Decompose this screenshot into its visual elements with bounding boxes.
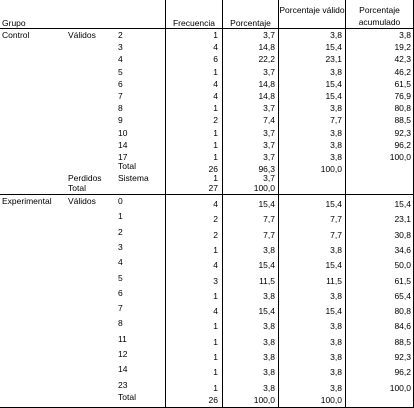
percent-cell: 3,8: [263, 352, 275, 362]
cumulative-percent-cell: 19,2: [394, 42, 411, 53]
value-label: 11: [118, 333, 127, 344]
value-label: 4: [118, 54, 123, 65]
value-label: 5: [118, 272, 123, 283]
valid-percent-cell: 11,5: [326, 275, 342, 286]
cumulative-percent-cell: 100,0: [389, 382, 411, 393]
value-label: 3: [118, 42, 123, 53]
frequency-cell: 1: [213, 352, 218, 362]
value-label: Total: [118, 161, 136, 172]
cumulative-percent-cell: 50,0: [394, 260, 411, 271]
cumulative-percent-cell: 46,2: [394, 66, 411, 77]
frequency-cell: 1: [213, 321, 218, 332]
valid-percent-cell: 3,8: [330, 367, 342, 378]
cumulative-percent-cell: 34,6: [394, 244, 411, 255]
header-rule: [0, 28, 414, 29]
percent-cell: 3,8: [263, 290, 275, 301]
valid-percent-column-header: Porcentaje válido: [279, 5, 345, 15]
block-label: Total: [68, 183, 86, 194]
valid-percent-cell: 15,4: [325, 42, 342, 53]
percent-cell: 3,7: [263, 30, 275, 40]
percent-cell: 3,7: [263, 127, 275, 138]
group-label: Control: [2, 30, 30, 40]
group-label: Experimental: [2, 196, 52, 206]
block-label: Perdidos: [68, 173, 102, 184]
percent-cell: 15,4: [258, 260, 275, 271]
frequency-cell: 26: [208, 164, 218, 175]
frequency-cell: 6: [213, 54, 218, 65]
group-column-header: Grupo: [2, 18, 26, 28]
percent-cell: 14,8: [258, 42, 275, 53]
value-label: 2: [118, 226, 123, 237]
cumulative-percent-cell: 96,2: [394, 139, 411, 150]
valid-percent-cell: 15,4: [325, 260, 342, 271]
frequency-cell: 1: [213, 336, 218, 347]
block-label: Válidos: [68, 30, 96, 40]
cumulative-percent-cell: 42,3: [394, 54, 411, 65]
frequency-cell: 1: [213, 290, 218, 301]
valid-percent-cell: 3,8: [330, 336, 342, 347]
frequency-cell: 1: [213, 127, 218, 138]
cumulative-percent-cell: 80,8: [394, 103, 411, 114]
cumulative-percent-cell: 88,5: [394, 336, 411, 347]
frequency-cell: 3: [213, 275, 218, 286]
valid-percent-cell: 15,4: [325, 306, 342, 317]
frequency-cell: 1: [213, 173, 218, 184]
valid-percent-cell: 3,8: [330, 290, 342, 301]
valid-percent-cell: 15,4: [325, 91, 342, 101]
value-label: 8: [118, 318, 123, 329]
percent-cell: 22,2: [258, 54, 275, 65]
cumulative-percent-cell: 30,8: [394, 229, 411, 240]
value-label: 7: [118, 303, 123, 314]
frequency-cell: 2: [213, 229, 218, 240]
value-label: Total: [118, 391, 136, 402]
frequency-cell: 1: [213, 244, 218, 255]
frequency-cell: 27: [208, 183, 218, 194]
frequency-cell: 1: [213, 152, 218, 162]
valid-percent-cell: 3,8: [330, 152, 342, 162]
value-label: 7: [118, 91, 123, 101]
block-label: Válidos: [68, 196, 96, 206]
percent-cell: 3,7: [263, 173, 275, 184]
cumulative-percent-cell: 23,1: [394, 214, 411, 225]
percent-cell: 3,8: [263, 244, 275, 255]
percent-cell: 3,7: [263, 103, 275, 114]
percent-cell: 3,7: [263, 152, 275, 162]
frequency-cell: 1: [213, 382, 218, 393]
percent-cell: 100,0: [253, 183, 275, 194]
valid-percent-cell: 3,8: [330, 352, 342, 362]
frequency-cell: 4: [213, 260, 218, 271]
percent-cell: 7,7: [263, 229, 275, 240]
value-label: 9: [118, 115, 123, 126]
cumulative-percent-cell: 92,3: [394, 127, 411, 138]
cumulative-percent-cell: 88,5: [394, 115, 411, 126]
cumulative-percent-cell: 84,6: [394, 321, 411, 332]
cumulative-percent-column-header: Porcentaje acumulado: [358, 5, 401, 27]
valid-percent-cell: 3,8: [330, 103, 342, 114]
value-label: 14: [118, 364, 128, 375]
frequency-cell: 2: [213, 214, 218, 225]
percent-column-header: Porcentaje: [230, 18, 271, 28]
valid-percent-cell: 7,7: [330, 214, 342, 225]
value-label: 5: [118, 66, 123, 77]
valid-percent-cell: 3,8: [330, 30, 342, 40]
frequency-cell: 1: [213, 139, 218, 150]
percent-cell: 14,8: [258, 91, 275, 101]
frequency-cell: 4: [213, 199, 218, 209]
frequency-cell: 1: [213, 367, 218, 378]
percent-cell: 15,4: [258, 306, 275, 317]
value-label: 23: [118, 379, 128, 390]
frequency-column-header: Frecuencia: [172, 18, 216, 28]
value-label: 10: [118, 127, 128, 138]
frequency-cell: 4: [213, 306, 218, 317]
percent-cell: 100,0: [253, 394, 275, 405]
frequency-cell: 2: [213, 115, 218, 126]
value-label: 4: [118, 257, 123, 268]
valid-percent-cell: 7,7: [330, 229, 342, 240]
cumulative-percent-cell: 76,9: [394, 91, 411, 101]
percent-cell: 3,8: [263, 321, 275, 332]
valid-percent-cell: 3,8: [330, 127, 342, 138]
percent-cell: 7,4: [263, 115, 275, 126]
section-rule: [0, 194, 414, 195]
value-label: Sistema: [118, 173, 149, 184]
valid-percent-cell: 15,4: [325, 199, 342, 209]
percent-cell: 11,5: [259, 275, 275, 286]
cumulative-percent-cell: 61,5: [394, 275, 411, 286]
percent-cell: 14,8: [258, 78, 275, 89]
value-label: 6: [118, 78, 123, 89]
valid-percent-cell: 3,8: [330, 382, 342, 393]
frequency-cell: 4: [213, 42, 218, 53]
valid-percent-cell: 100,0: [320, 394, 342, 405]
value-label: 14: [118, 139, 128, 150]
value-label: 1: [118, 211, 123, 222]
cumulative-percent-cell: 100,0: [389, 152, 411, 162]
valid-percent-cell: 3,8: [330, 139, 342, 150]
percent-cell: 3,7: [263, 139, 275, 150]
frequency-cell: 1: [213, 30, 218, 40]
frequency-cell: 1: [213, 66, 218, 77]
cumulative-percent-cell: 61,5: [394, 78, 411, 89]
value-label: 6: [118, 287, 123, 298]
cumulative-percent-cell: 65,4: [394, 290, 411, 301]
value-label: 3: [118, 241, 123, 252]
frequency-cell: 26: [208, 394, 218, 405]
valid-percent-cell: 3,8: [330, 66, 342, 77]
cumulative-percent-cell: 96,2: [394, 367, 411, 378]
value-label: 17: [118, 152, 128, 162]
valid-percent-cell: 15,4: [325, 78, 342, 89]
cumulative-percent-cell: 92,3: [394, 352, 411, 362]
value-label: 2: [118, 30, 123, 40]
percent-cell: 96,3: [258, 164, 275, 175]
value-label: 12: [118, 349, 128, 359]
percent-cell: 7,7: [263, 214, 275, 225]
valid-percent-cell: 7,7: [330, 115, 342, 126]
value-label: 0: [118, 196, 123, 206]
cumulative-percent-cell: 15,4: [394, 199, 411, 209]
valid-percent-cell: 3,8: [330, 321, 342, 332]
percent-cell: 3,8: [263, 336, 275, 347]
percent-cell: 15,4: [258, 199, 275, 209]
cumulative-percent-cell: 80,8: [394, 306, 411, 317]
cumulative-percent-cell: 3,8: [399, 30, 411, 40]
valid-percent-cell: 23,1: [325, 54, 342, 65]
valid-percent-cell: 100,0: [320, 164, 342, 175]
percent-cell: 3,8: [263, 367, 275, 378]
percent-cell: 3,8: [263, 382, 275, 393]
frequency-cell: 4: [213, 91, 218, 101]
valid-percent-cell: 3,8: [330, 244, 342, 255]
frequency-cell: 1: [213, 103, 218, 114]
frequency-cell: 4: [213, 78, 218, 89]
percent-cell: 3,7: [263, 66, 275, 77]
value-label: 8: [118, 103, 123, 114]
